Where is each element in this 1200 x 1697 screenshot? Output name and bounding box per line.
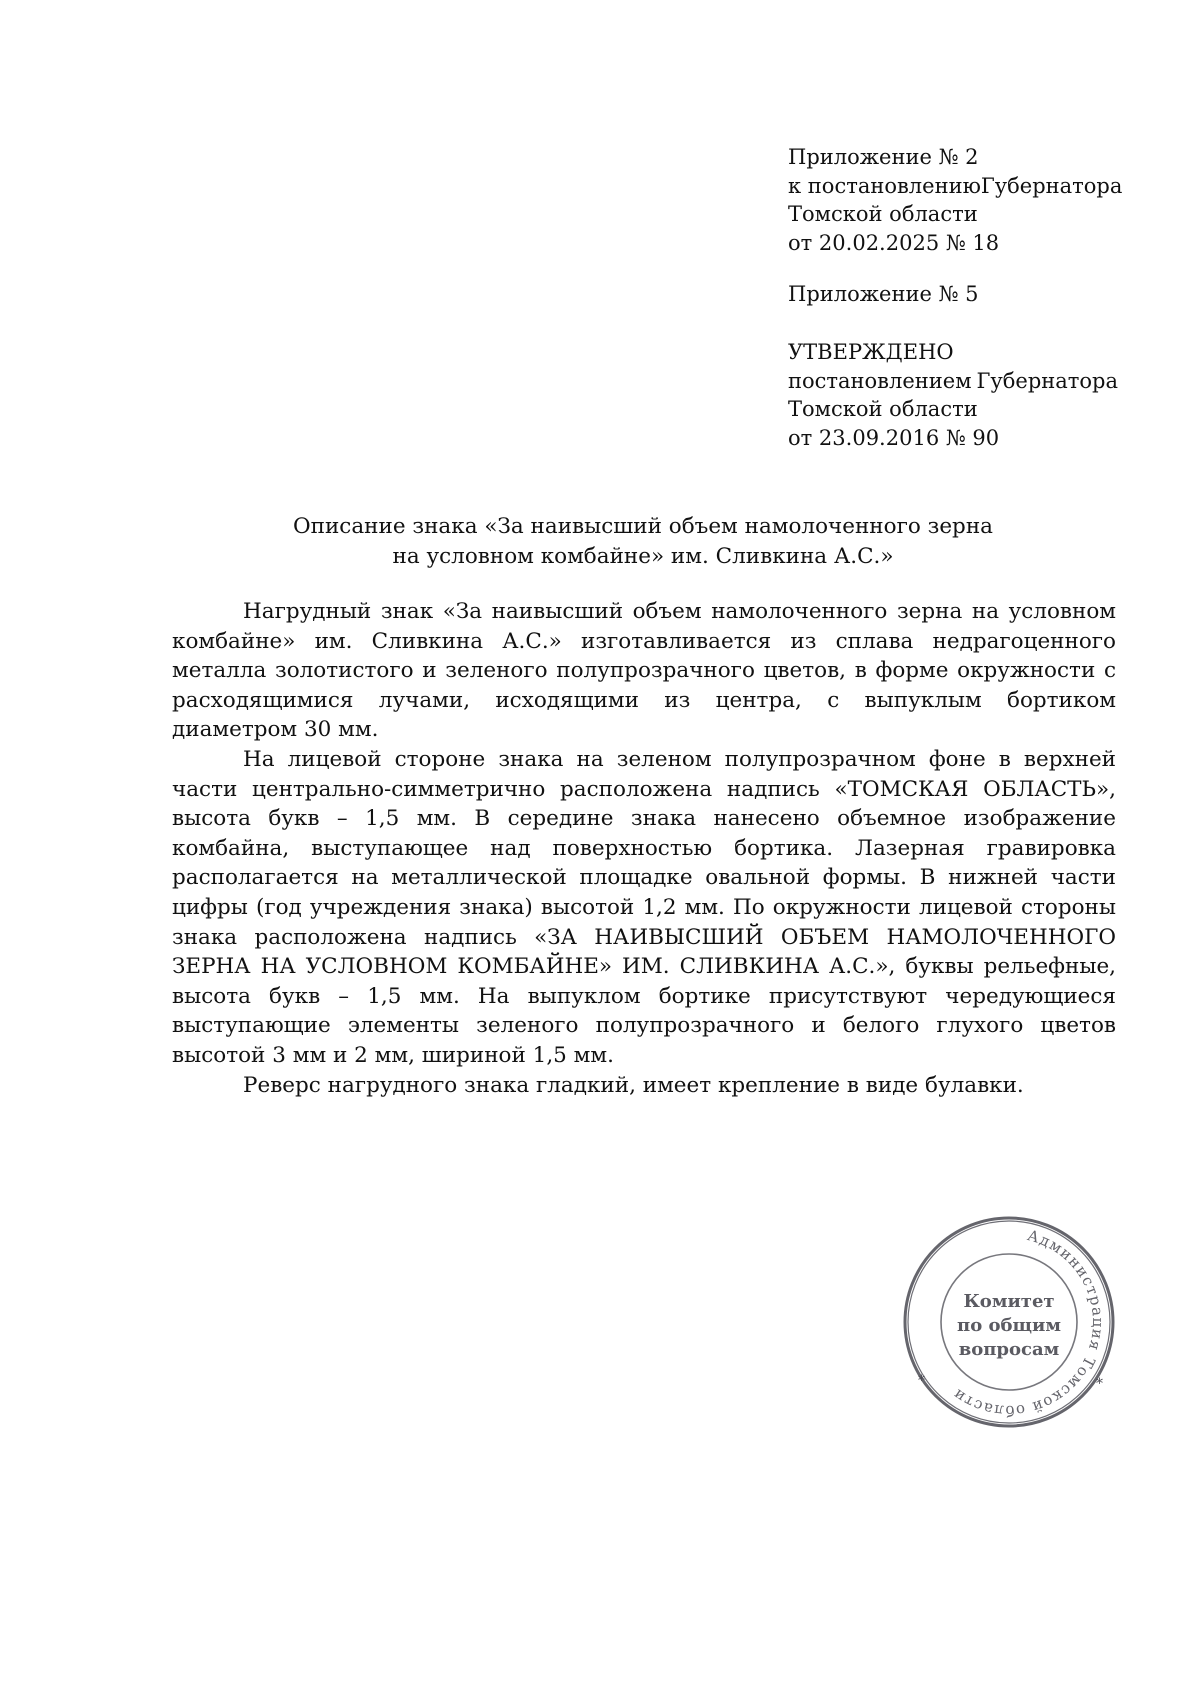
appendix-5-block xyxy=(788,280,1118,309)
document-body xyxy=(172,597,1116,1100)
paragraph-2: На лицевой стороне знака на зеленом полупрозрачном фоне в верхней части центрально-симметрично расположена надпись «ТОМСКАЯ ОБЛАСТЬ», высота букв – 1,5 мм. В середине знака нанесено объемное изображение комбайна, выступающее над поверхностью бортика. Лазерная гравировка располагается на металлической площадке овальной формы. В нижней части цифры (год учреждения знака) высотой 1,2 мм. По окружности лицевой стороны знака расположена надпись «ЗА НАИВЫСШИЙ ОБЪЕМ НАМОЛОЧЕННОГО ЗЕРНА НА УСЛОВНОМ КОМБАЙНЕ» ИМ. СЛИВКИНА А.С.», буквы рельефные, высота букв – 1,5 мм. На выпуклом бортике присутствуют чередующиеся выступающие элементы зеленого полупрозрачного и белого глухого цветов высотой 3 мм и 2 мм, шириной 1,5 мм. xyxy=(172,746,1116,1068)
star-icon: * xyxy=(918,1373,925,1389)
approved-heading: УТВЕРЖДЕНО xyxy=(788,340,954,364)
appendix-2-region: Томской области xyxy=(788,202,978,226)
approved-region: Томской области xyxy=(788,397,978,421)
appendix-2-date: от 20.02.2025 № 18 xyxy=(788,230,1000,255)
stamp-center-line-1: Комитет xyxy=(963,1291,1055,1312)
official-seal-stamp xyxy=(900,1213,1118,1431)
approved-decree-left: постановлением xyxy=(788,368,972,393)
stamp-center-line-2: по общим xyxy=(957,1315,1061,1336)
document-title xyxy=(170,512,1116,572)
appendix-2-decree-line xyxy=(788,172,1123,201)
title-line-2: на условном комбайне» им. Сливкина А.С.» xyxy=(392,544,894,569)
appendix-5-number: Приложение № 5 xyxy=(788,282,979,306)
paragraph-1: Нагрудный знак «За наивысший объем намолоченного зерна на условном комбайне» им. Сливкина А.С.» изготавливается из сплава недрагоценного металла золотистого и зеленого полупрозрачного цветов, в форме окружности с расходящимися лучами, исходящими из центра, с выпуклым бортиком диаметром 30 мм. xyxy=(172,599,1116,743)
appendix-2-decree-right: Губернатора xyxy=(980,173,1123,198)
stamp-ring-text: Администрация Томской области xyxy=(948,1226,1108,1421)
appendix-2-block xyxy=(788,143,1123,257)
paragraph-3: Реверс нагрудного знака гладкий, имеет крепление в виде булавки. xyxy=(243,1072,1024,1098)
approved-block xyxy=(788,338,1118,452)
approved-decree-right: Губернатора xyxy=(976,368,1118,393)
stamp-center-line-3: вопросам xyxy=(958,1339,1060,1360)
title-line-1: Описание знака «За наивысший объем намолоченного зерна xyxy=(293,514,993,539)
appendix-2-number: Приложение № 2 xyxy=(788,145,979,169)
appendix-2-decree-left: к постановлению xyxy=(788,173,981,198)
star-icon-right: * xyxy=(1096,1376,1103,1392)
approved-date: от 23.09.2016 № 90 xyxy=(788,425,1000,450)
approved-decree-line xyxy=(788,367,1118,396)
